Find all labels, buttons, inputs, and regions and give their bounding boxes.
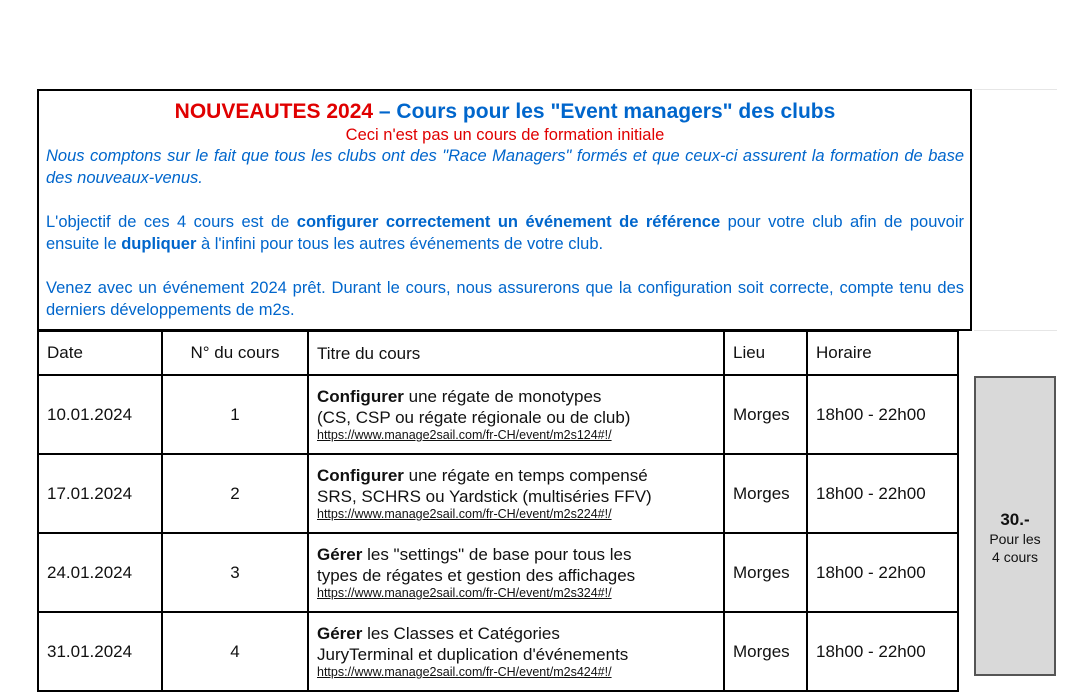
header-num: N° du cours (162, 331, 308, 375)
row-num: 3 (162, 533, 308, 612)
event-link[interactable]: https://www.manage2sail.com/fr-CH/event/m2s324#!/ (317, 586, 612, 600)
header-date: Date (38, 331, 162, 375)
objective-text: à l'infini pour tous les autres événements de votre club. (196, 235, 604, 253)
title-line2: JuryTerminal et duplication d'événements (317, 645, 629, 664)
courses-table (37, 330, 959, 692)
row-lieu: Morges (724, 375, 807, 454)
objective-text: pour votre club afin de pouvoir ensuite le (46, 213, 964, 253)
event-link[interactable]: https://www.manage2sail.com/fr-CH/event/m2s424#!/ (317, 665, 612, 679)
title-line2: types de régates et gestion des affichages (317, 566, 636, 585)
row-num: 1 (162, 375, 308, 454)
announcement-title (46, 99, 964, 125)
title-line2: SRS, SCHRS ou Yardstick (multiséries FFV) (317, 487, 652, 506)
intro-paragraph: Nous comptons sur le fait que tous les clubs ont des "Race Managers" formés et que ceux-ci assurent la formation de base des nouveaux-venus. (46, 147, 964, 187)
announcement-box (37, 89, 972, 331)
row-title (308, 533, 724, 612)
title-highlight: NOUVEAUTES 2024 (174, 100, 374, 123)
row-title (308, 612, 724, 691)
event-link[interactable]: https://www.manage2sail.com/fr-CH/event/m2s124#!/ (317, 428, 612, 442)
title-rest: les "settings" de base pour tous les (362, 545, 632, 564)
cell-border (974, 330, 1057, 331)
title-bold: Gérer (317, 624, 363, 643)
price-label: 4 cours (992, 549, 1038, 565)
objective-text: L'objectif de ces 4 cours est de (46, 213, 297, 231)
row-date: 17.01.2024 (38, 454, 162, 533)
table-row (38, 454, 958, 533)
row-title (308, 454, 724, 533)
header-title: Titre du cours (308, 331, 724, 375)
row-num: 4 (162, 612, 308, 691)
cell-border (974, 89, 1057, 90)
title-bold: Configurer (317, 466, 404, 485)
row-date: 24.01.2024 (38, 533, 162, 612)
title-bold: Configurer (317, 387, 404, 406)
objective-bold: dupliquer (121, 235, 197, 253)
header-horaire: Horaire (807, 331, 958, 375)
row-horaire: 18h00 - 22h00 (807, 454, 958, 533)
price-amount: 30.- (1000, 510, 1030, 529)
event-link[interactable]: https://www.manage2sail.com/fr-CH/event/m2s224#!/ (317, 507, 612, 521)
row-horaire: 18h00 - 22h00 (807, 375, 958, 454)
row-date: 10.01.2024 (38, 375, 162, 454)
announcement-subtitle: Ceci n'est pas un cours de formation initiale (345, 126, 665, 144)
objective-bold: configurer correctement un événement de référence (296, 213, 721, 231)
row-lieu: Morges (724, 612, 807, 691)
price-box (974, 376, 1056, 676)
row-lieu: Morges (724, 454, 807, 533)
row-title (308, 375, 724, 454)
row-horaire: 18h00 - 22h00 (807, 612, 958, 691)
title-bold: Gérer (317, 545, 363, 564)
table-row (38, 533, 958, 612)
title-line2: (CS, CSP ou régate régionale ou de club) (317, 408, 631, 427)
title-rest: une régate en temps compensé (403, 466, 648, 485)
title-rest: les Classes et Catégories (362, 624, 560, 643)
header-lieu: Lieu (724, 331, 807, 375)
table-header-row (38, 331, 958, 375)
row-lieu: Morges (724, 533, 807, 612)
row-date: 31.01.2024 (38, 612, 162, 691)
title-main: – Cours pour les "Event managers" des clubs (373, 100, 836, 123)
title-rest: une régate de monotypes (403, 387, 602, 406)
row-horaire: 18h00 - 22h00 (807, 533, 958, 612)
price-label: Pour les (989, 531, 1041, 547)
venez-paragraph: Venez avec un événement 2024 prêt. Durant le cours, nous assurerons que la configuration soit correcte, compte tenu des derniers développements de m2s. (46, 279, 964, 319)
table-row (38, 375, 958, 454)
table-row (38, 612, 958, 691)
objective-paragraph (46, 211, 964, 255)
row-num: 2 (162, 454, 308, 533)
